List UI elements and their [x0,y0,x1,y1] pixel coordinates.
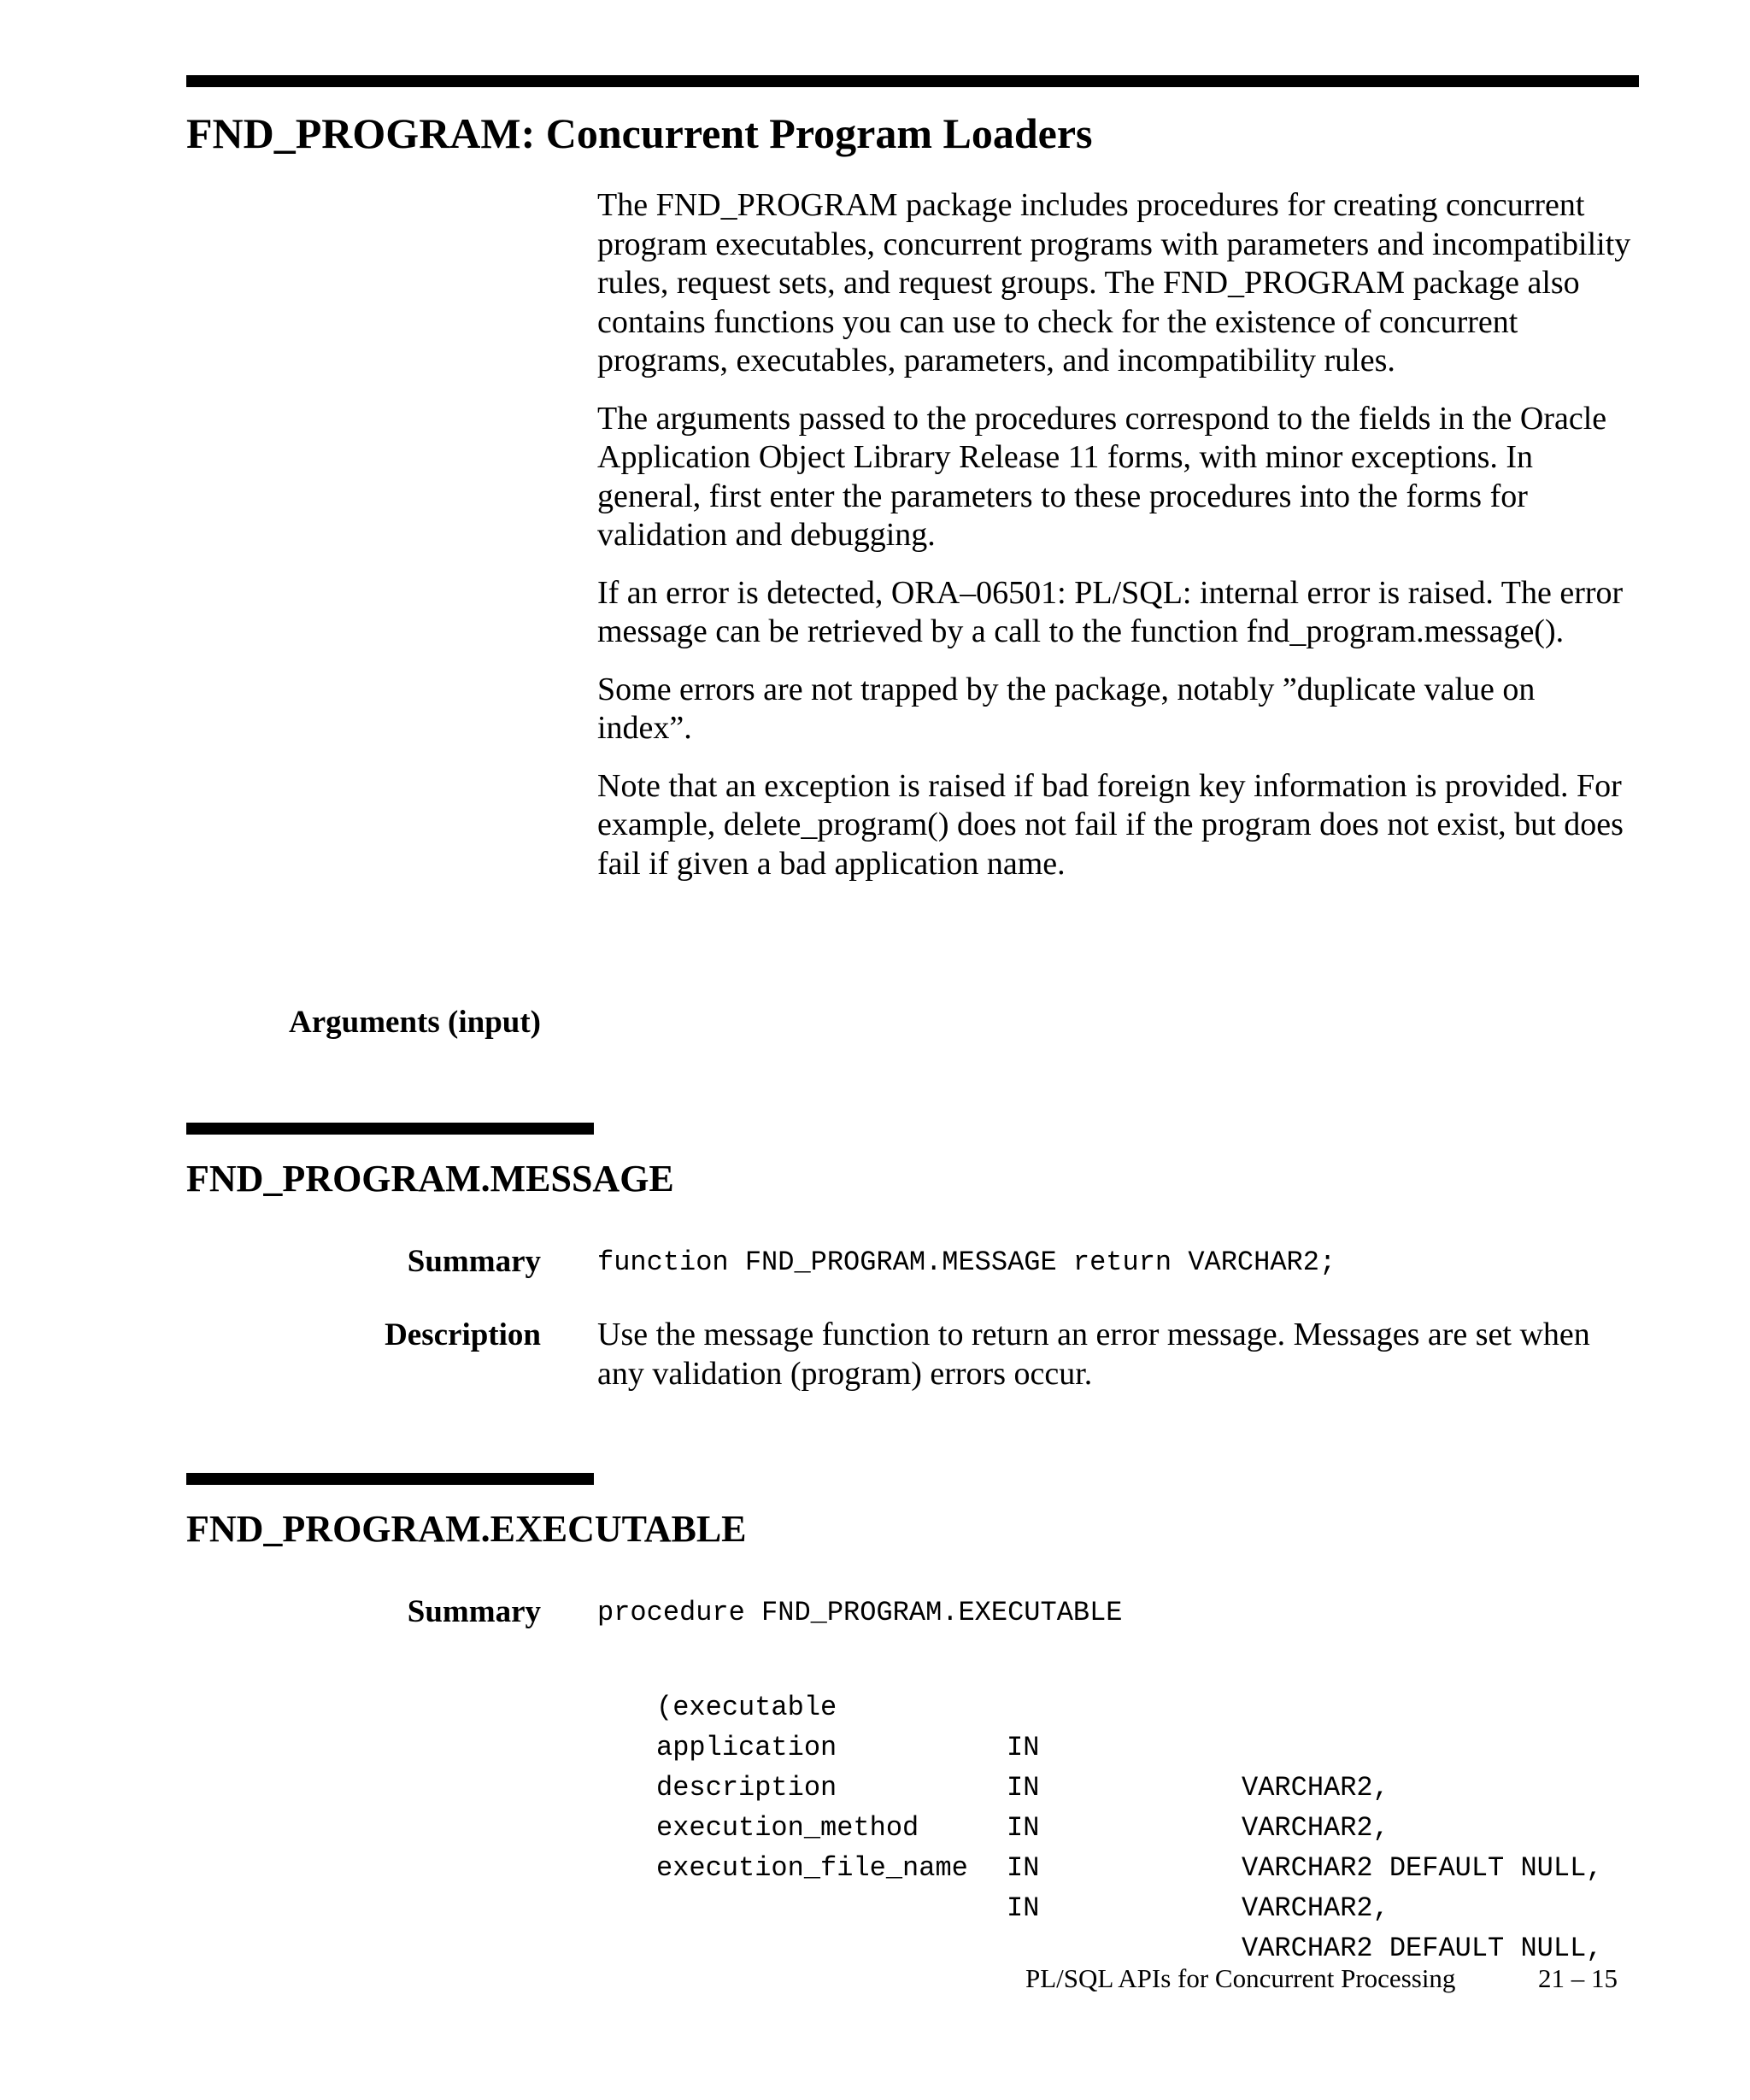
intro-paragraph: If an error is detected, ORA–06501: PL/SQL: internal error is raised. The error message can be retrieved by a call to the function fnd_program.message(). [597,574,1624,649]
intro-paragraph: The FND_PROGRAM package includes procedures for creating concurrent program executables, concurrent programs with parameters and incompatibility rules, request sets, and request groups. The FND_PROGRAM package also contains functions you can use to check for the existence of concurrent programs, executables, parameters, and incompatibility rules. [597,187,1631,378]
executable-section-heading: FND_PROGRAM.EXECUTABLE [186,1508,747,1550]
parameter-name: application [656,1732,837,1763]
parameter-name: description [656,1772,837,1804]
parameter-name: (executable [656,1692,837,1723]
page-title: FND_PROGRAM: Concurrent Program Loaders [186,109,1093,157]
intro-paragraph: The arguments passed to the procedures correspond to the fields in the Oracle Application Object Library Release 11 forms, with minor exceptions. In general, first enter the parameters to these procedures into the forms for validation and debugging. [597,400,1607,553]
footer-chapter-title: PL/SQL APIs for Concurrent Processing [1025,1963,1456,1993]
parameter-type: VARCHAR2, [1242,1892,1389,1924]
page-number: 21 – 15 [1538,1963,1618,1993]
summary-label: Summary [407,1594,541,1629]
parameter-mode: IN [1007,1732,1040,1763]
page-footer [1025,1962,1618,1996]
intro-text [597,186,1631,902]
parameter-type: VARCHAR2, [1242,1812,1389,1844]
parameter-mode: IN [1007,1772,1040,1804]
summary-code: procedure FND_PROGRAM.EXECUTABLE [597,1597,1123,1628]
section-rule [186,1123,594,1135]
summary-code: function FND_PROGRAM.MESSAGE return VARCHAR2; [597,1247,1336,1278]
parameter-type: VARCHAR2 DEFAULT NULL, [1242,1933,1603,1964]
intro-paragraph: Note that an exception is raised if bad foreign key information is provided. For example, delete_program() does not fail if the program does not exist, but does fail if given a bad application name. [597,767,1624,882]
top-rule [186,75,1639,87]
summary-label: Summary [407,1244,541,1279]
description-text: Use the message function to return an error message. Messages are set when any validation (program) errors occur. [597,1317,1590,1392]
intro-paragraph: Some errors are not trapped by the package, notably ”duplicate value on index”. [597,671,1536,746]
parameter-type: VARCHAR2 DEFAULT NULL, [1242,1852,1603,1884]
parameter-mode: IN [1007,1852,1040,1884]
parameter-mode: IN [1007,1892,1040,1924]
parameter-name: execution_method [656,1812,919,1844]
description-label: Description [385,1317,541,1352]
message-section-heading: FND_PROGRAM.MESSAGE [186,1158,674,1200]
section-rule [186,1473,594,1485]
parameter-type: VARCHAR2, [1242,1772,1389,1804]
arguments-label: Arguments (input) [289,1005,541,1040]
parameter-list [656,1647,1603,1964]
parameter-mode: IN [1007,1812,1040,1844]
parameter-name: execution_file_name [656,1852,968,1884]
